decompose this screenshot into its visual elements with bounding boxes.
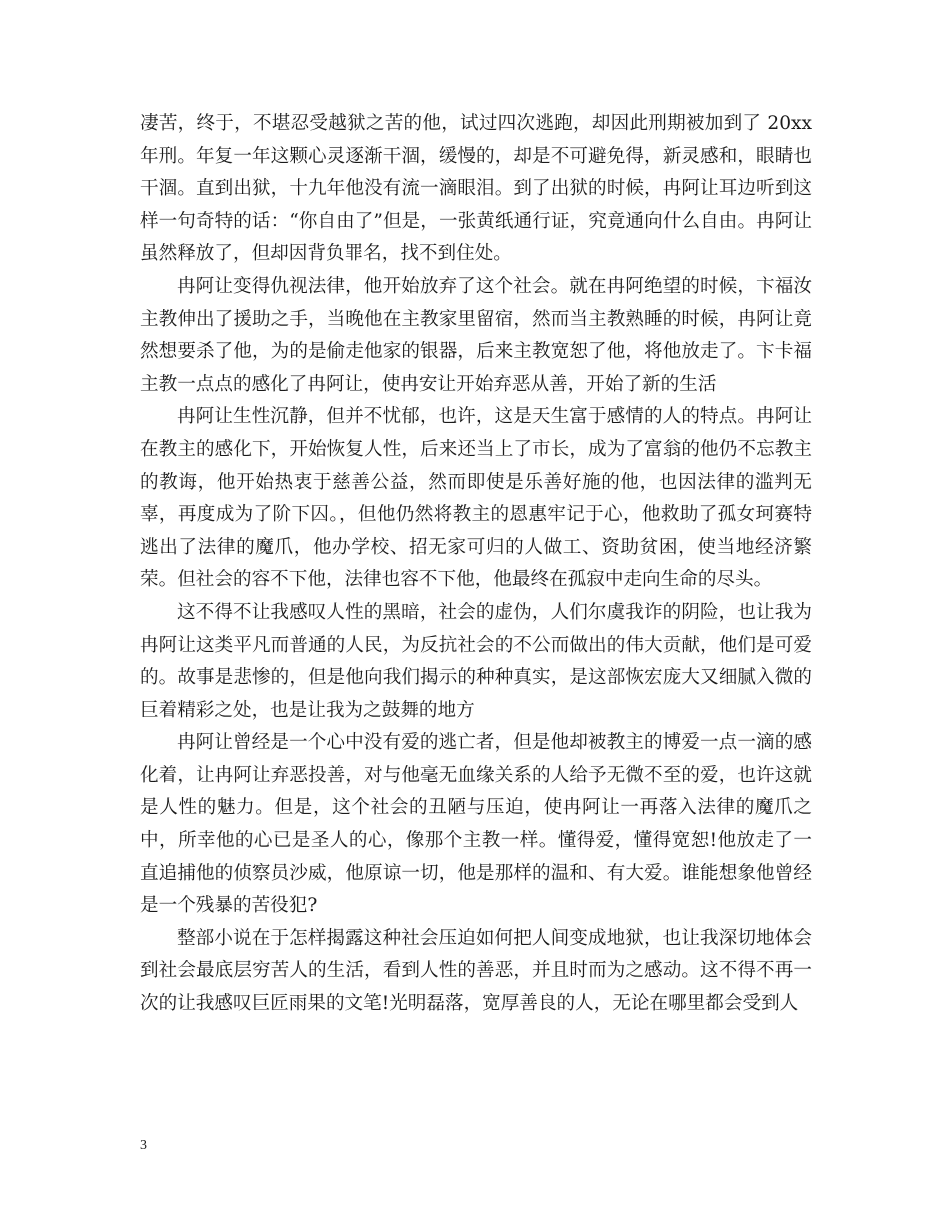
body-text <box>140 108 812 1021</box>
paragraph-2: 冉阿让变得仇视法律，他开始放弃了这个社会。就在冉阿绝望的时候，卞福汝主教伸出了援助之手，当晚他在主教家里留宿，然而当主教熟睡的时候，冉阿让竟然想要杀了他，为的是偷走他家的银器，后来主教宽恕了他，将他放走了。卞卡福主教一点点的感化了冉阿让，使冉安让开始弃恶从善，开始了新的生活 <box>140 275 812 395</box>
paragraph-4: 这不得不让我感叹人性的黑暗，社会的虚伪，人们尔虞我诈的阴险，也让我为冉阿让这类平凡而普通的人民，为反抗社会的不公而做出的伟大贡献，他们是可爱的。故事是悲惨的，但是他向我们揭示的种种真实，是这部恢宏庞大又细腻入微的巨着精彩之处，也是让我为之鼓舞的地方 <box>140 601 812 721</box>
paragraph-5: 冉阿让曾经是一个心中没有爱的逃亡者，但是他却被教主的博爱一点一滴的感化着，让冉阿让弃恶投善，对与他毫无血缘关系的人给予无微不至的爱，也许这就是人性的魅力。但是，这个社会的丑陋与压迫，使冉阿让一再落入法律的魔爪之中，所幸他的心已是圣人的心，像那个主教一样。懂得爱，懂得宽恕!他放走了一直追捕他的侦察员沙威，他原谅一切，他是那样的温和、有大爱。谁能想象他曾经是一个残暴的苦役犯? <box>140 732 812 917</box>
paragraph-1: 凄苦，终于，不堪忍受越狱之苦的他，试过四次逃跑，却因此刑期被加到了 20xx 年刑。年复一年这颗心灵逐渐干涸，缓慢的，却是不可避免得，新灵感和，眼睛也干涸。直到出狱，十九年他没有流一滴眼泪。到了出狱的时候，冉阿让耳边听到这样一句奇特的话：“你自由了”但是，一张黄纸通行证，究竟通向什么自由。冉阿让虽然释放了，但却因背负罪名，找不到住处。 <box>140 113 812 265</box>
page-number: 3 <box>140 1138 147 1153</box>
paragraph-6: 整部小说在于怎样揭露这种社会压迫如何把人间变成地狱，也让我深切地体会到社会最底层穷苦人的生活，看到人性的善恶，并且时而为之感动。这不得不再一次的让我感叹巨匠雨果的文笔!光明磊落，宽厚善良的人，无论在哪里都会受到人 <box>140 927 812 1015</box>
paragraph-3: 冉阿让生性沉静，但并不忧郁，也许，这是天生富于感情的人的特点。冉阿让在教主的感化下，开始恢复人性，后来还当上了市长，成为了富翁的他仍不忘教主的教诲，他开始热衷于慈善公益，然而即使是乐善好施的他，也因法律的滥判无辜，再度成为了阶下囚。，但他仍然将教主的恩惠牢记于心，他救助了孤女珂赛特逃出了法律的魔爪，他办学校、招无家可归的人做工、资助贫困，使当地经济繁荣。但社会的容不下他，法律也容不下他，他最终在孤寂中走向生命的尽头。 <box>140 406 812 591</box>
